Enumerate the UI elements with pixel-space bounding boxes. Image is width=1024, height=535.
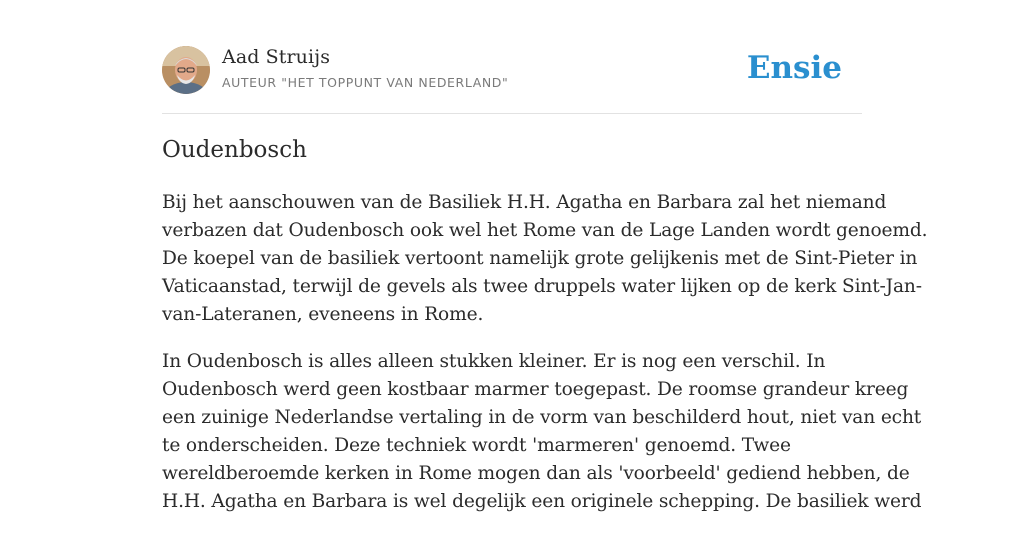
article-paragraph [162, 189, 928, 329]
paragraph-line: In Oudenbosch is alles alleen stukken kleiner. Er is nog een verschil. In [162, 351, 826, 372]
author-portrait-icon [162, 46, 210, 94]
paragraph-line: H.H. Agatha en Barbara is wel degelijk een originele schepping. De basiliek werd [162, 491, 922, 512]
article-paragraph [162, 348, 922, 516]
author-name[interactable]: Aad Struijs [222, 46, 331, 68]
article-body [162, 189, 928, 535]
author-avatar[interactable] [162, 46, 210, 94]
paragraph-line: te onderscheiden. Deze techniek wordt 'marmeren' genoemd. Twee [162, 435, 791, 456]
paragraph-line: verbazen dat Oudenbosch ook wel het Rome van de Lage Landen wordt genoemd. [162, 220, 928, 241]
author-role: AUTEUR "HET TOPPUNT VAN NEDERLAND" [222, 75, 509, 90]
paragraph-line: De koepel van de basiliek vertoont namelijk grote gelijkenis met de Sint-Pieter in [162, 248, 918, 269]
paragraph-line: wereldberoemde kerken in Rome mogen dan als 'voorbeeld' gediend hebben, de [162, 463, 910, 484]
paragraph-line: van-Lateranen, eveneens in Rome. [162, 304, 484, 325]
header-divider [162, 113, 862, 114]
author-header [162, 46, 862, 96]
page-title: Oudenbosch [162, 137, 307, 163]
paragraph-line: een zuinige Nederlandse vertaling in de vorm van beschilderd hout, niet van echt [162, 407, 922, 428]
paragraph-line: Bij het aanschouwen van de Basiliek H.H. Agatha en Barbara zal het niemand [162, 192, 887, 213]
brand-logo[interactable]: Ensie [746, 50, 842, 86]
paragraph-line: Oudenbosch werd geen kostbaar marmer toegepast. De roomse grandeur kreeg [162, 379, 909, 400]
paragraph-line: Vaticaanstad, terwijl de gevels als twee druppels water lijken op de kerk Sint-Jan- [162, 276, 922, 297]
